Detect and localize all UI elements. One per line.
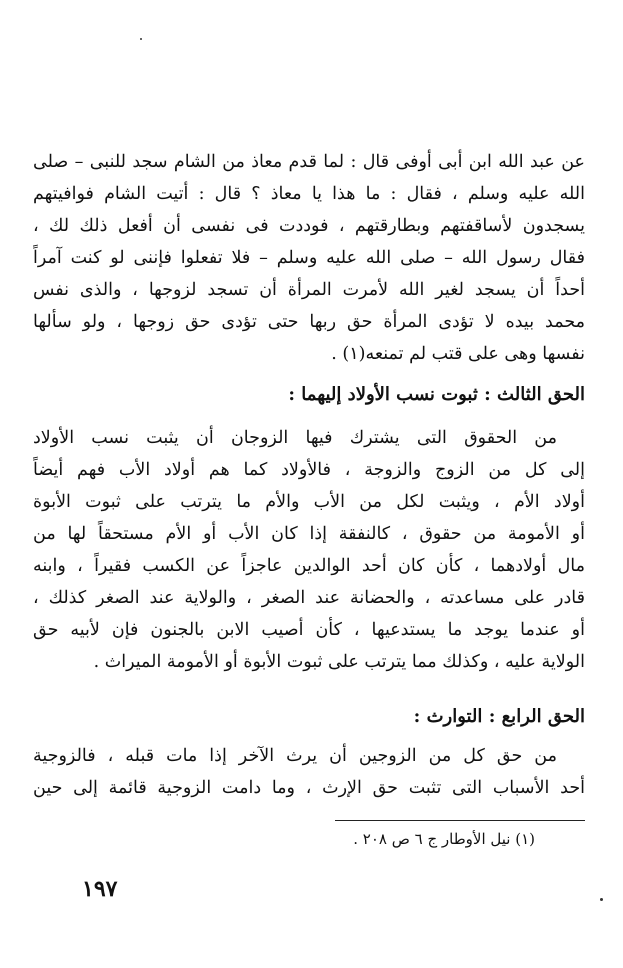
hadith-paragraph	[33, 146, 585, 370]
footnote: (١) نيل الأوطار ج ٦ ص ٢٠٨ .	[353, 830, 535, 848]
scan-speck	[140, 38, 142, 40]
paragraph-line: يسجدون لأساقفتهم وبطارقتهم ، فوددت فى نفسى أن أفعل ذلك لك ،	[33, 216, 585, 236]
paragraph-line: أو عندما يوجد ما يستدعيها ، كأن أصيب الابن بالجنون فإن لأبيه حق	[33, 620, 585, 640]
paragraph-line: من الحقوق التى يشترك فيها الزوجان أن يثبت نسب الأولاد	[33, 428, 557, 448]
paragraph-line: مال أولادهما ، كأن كان أحد الوالدين عاجزاً عن الكسب فقيراً ، وابنه	[33, 556, 585, 576]
paragraph-line: فقال رسول الله – صلى الله عليه وسلم – فلا تفعلوا فإننى لو كنت آمراً	[33, 248, 585, 268]
paragraph-line: الولاية عليه ، وكذلك مما يترتب على ثبوت الأبوة أو الأمومة الميراث .	[93, 652, 585, 672]
scan-speck	[600, 898, 603, 901]
paragraph-line: عن عبد الله ابن أبى أوفى قال : لما قدم معاذ من الشام سجد للنبى – صلى	[33, 152, 585, 172]
paragraph-line: أو الأمومة من حقوق ، كالنفقة إذا كان الأب أو الأم مستحقاً لها من	[33, 524, 585, 544]
section3-paragraph	[33, 422, 585, 678]
section-heading-fourth-right: الحق الرابع : التوارث :	[413, 706, 585, 727]
footnote-divider	[335, 820, 585, 821]
section4-paragraph	[33, 740, 585, 804]
paragraph-line: إلى كل من الزوج والزوجة ، فالأولاد كما هم أولاد الأب فهم أيضاً	[33, 460, 585, 480]
paragraph-line: محمد بيده لا تؤدى المرأة حق ربها حتى تؤدى حق زوجها ، ولو سألها	[33, 312, 585, 332]
paragraph-line: من حق كل من الزوجين أن يرث الآخر إذا مات قبله ، فالزوجية	[33, 746, 557, 766]
paragraph-line: أحداً أن يسجد لغير الله لأمرت المرأة أن تسجد لزوجها ، والذى نفس	[33, 280, 585, 300]
section-heading-third-right: الحق الثالث : ثبوت نسب الأولاد إليهما :	[288, 384, 585, 405]
paragraph-line: نفسها وهى على قتب لم تمنعه(١) .	[331, 344, 585, 364]
page-number: ١٩٧	[82, 876, 118, 902]
paragraph-line: قادر على مساعدته ، والحضانة عند الصغر ، والولاية عند الصغر كذلك ،	[33, 588, 585, 608]
paragraph-line: أحد الأسباب التى تثبت حق الإرث ، وما دامت الزوجية قائمة إلى حين	[33, 778, 585, 798]
paragraph-line: أولاد الأم ، ويثبت لكل من الأب والأم ما يترتب على ثبوت الأبوة	[33, 492, 585, 512]
paragraph-line: الله عليه وسلم ، فقال : ما هذا يا معاذ ؟ قال : أتيت الشام فوافيتهم	[33, 184, 585, 204]
